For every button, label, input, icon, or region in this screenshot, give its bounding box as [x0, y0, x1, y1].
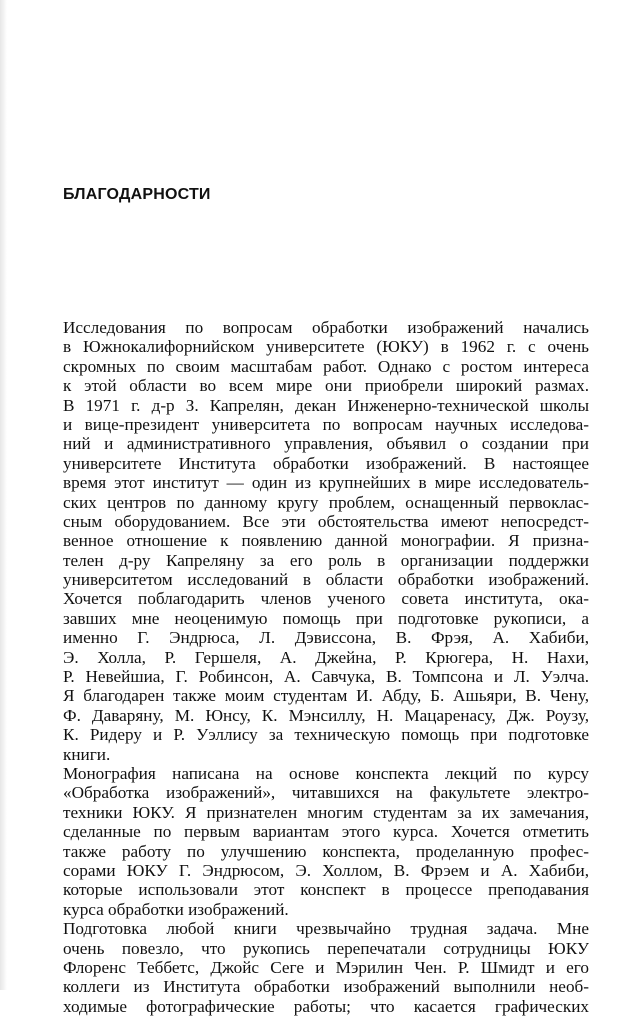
- text-line: коллеги из Института обработки изображений выполнили необ-: [63, 977, 589, 997]
- text-line: время этот институт — один из крупнейших в мире исследователь-: [63, 473, 589, 493]
- text-line: завших мне неоценимую помощь при подготовке рукописи, а: [63, 608, 589, 628]
- text-line: сорами ЮКУ Г. Эндрюсом, Э. Холлом, В. Фрэем и А. Хабиби,: [63, 860, 589, 880]
- text-line: венное отношение к появлению данной монографии. Я призна-: [63, 531, 589, 551]
- text-line: Я благодарен также моим студентам И. Абду, Б. Ашьяри, В. Чену,: [63, 686, 589, 706]
- text-line: Р. Невейшиа, Г. Робинсон, А. Савчука, В. Томпсона и Л. Уэлча.: [63, 667, 589, 687]
- text-line: техники ЮКУ. Я признателен многим студентам за их замечания,: [63, 802, 589, 822]
- text-line: университетом исследований в области обработки изображений.: [63, 570, 589, 590]
- text-line: К. Ридеру и Р. Уэллису за техническую помощь при подготовке: [63, 725, 589, 745]
- text-line: книги.: [63, 744, 111, 764]
- text-line: «Обработка изображений», читавшихся на факультете электро-: [63, 783, 589, 803]
- text-line: ских центров по данному кругу проблем, оснащенный первоклас-: [63, 492, 589, 512]
- text-line: Монография написана на основе конспекта лекций по курсу: [63, 763, 589, 783]
- text-line: Ф. Даваряну, М. Юнсу, К. Мэнсиллу, Н. Мацаренасу, Дж. Роузу,: [63, 705, 589, 725]
- section-heading: БЛАГОДАРНОСТИ: [63, 186, 211, 203]
- text-line: и вице-президент университета по вопросам научных исследова-: [63, 414, 589, 434]
- text-line: которые использовали этот конспект в процессе преподавания: [63, 880, 589, 900]
- text-line: Подготовка любой книги чрезвычайно трудная задача. Мне: [63, 919, 589, 939]
- text-line: очень повезло, что рукопись перепечатали сотрудницы ЮКУ: [63, 938, 589, 958]
- text-line: сным оборудованием. Все эти обстоятельства имеют непосредст-: [63, 511, 589, 531]
- text-line: телен д-ру Капреляну за его роль в организации поддержки: [63, 550, 589, 570]
- page-gutter-shadow: [0, 0, 7, 990]
- text-line: сделанные по первым вариантам этого курса. Хочется отметить: [63, 822, 589, 842]
- text-line: к этой области во всем мире они приобрели широкий размах.: [63, 376, 589, 396]
- text-line: также работу по улучшению конспекта, проделанную профес-: [63, 841, 589, 861]
- acknowledgements-text: [63, 318, 589, 1016]
- text-line: в Южнокалифорнийском университете (ЮКУ) в 1962 г. с очень: [63, 337, 589, 357]
- text-line: университете Института обработки изображений. В настоящее: [63, 453, 589, 473]
- text-line: ний и административного управления, объявил о создании при: [63, 434, 589, 454]
- text-line: курса обработки изображений.: [63, 899, 289, 919]
- text-line: Исследования по вопросам обработки изображений начались: [63, 318, 589, 337]
- text-line: именно Г. Эндрюса, Л. Дэвиссона, В. Фрэя, А. Хабиби,: [63, 628, 589, 648]
- text-line: ходимые фотографические работы; что касается графических: [63, 996, 589, 1016]
- text-line: В 1971 г. д-р З. Капрелян, декан Инженерно-технической школы: [63, 395, 589, 415]
- text-line: Флоренс Теббетс, Джойс Сеге и Мэрилин Чен. Р. Шмидт и его: [63, 957, 589, 977]
- text-line: Э. Холла, Р. Гершеля, А. Джейна, Р. Крюгера, Н. Нахи,: [63, 647, 589, 667]
- text-line: Хочется поблагодарить членов ученого совета института, ока-: [63, 589, 589, 609]
- text-line: скромных по своим масштабам работ. Однако с ростом интереса: [63, 356, 589, 376]
